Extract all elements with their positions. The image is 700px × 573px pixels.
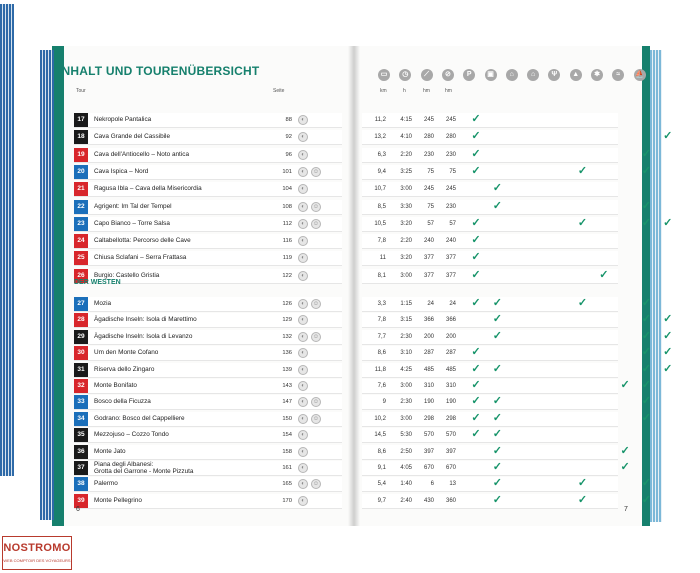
tour-km: 9,1 [377, 465, 386, 471]
tour-descent: 377 [445, 272, 456, 279]
difficulty-icon: ◐ [298, 348, 308, 358]
check-icon: ✓ [641, 395, 651, 408]
tour-descent: 57 [449, 220, 456, 227]
tour-ascent: 287 [423, 350, 434, 357]
check-icon: ✓ [641, 362, 651, 375]
check-icon: ✓ [663, 130, 673, 143]
check-icon: ✓ [641, 147, 651, 160]
difficulty-icon: ◐ [298, 219, 308, 229]
check-icon: ✓ [492, 182, 502, 195]
tour-descent: 24 [449, 301, 456, 307]
difficulty-icon: ◐ [298, 479, 308, 489]
tour-page: 96 [285, 151, 292, 158]
tour-descent: 230 [445, 203, 456, 210]
tour-ascent: 485 [423, 366, 434, 373]
tour-descent: 230 [445, 151, 456, 158]
difficulty-icon: ◐ [298, 253, 308, 263]
accent-bar-right [642, 46, 650, 526]
tour-page: 139 [282, 366, 292, 373]
check-icon: ✓ [471, 130, 481, 143]
tour-hours: 3:00 [400, 383, 412, 389]
check-icon: ✓ [471, 297, 481, 309]
check-icon: ✓ [492, 461, 502, 473]
check-icon: ✓ [471, 346, 481, 359]
tour-km: 11,2 [374, 117, 386, 123]
check-icon: ✓ [620, 379, 630, 391]
book-page-edges-left-inner [40, 50, 54, 520]
boat-icon: ⛵ [634, 69, 646, 81]
tour-km: 13,2 [374, 134, 386, 141]
tour-descent: 670 [445, 465, 456, 471]
tour-hours: 3:25 [400, 168, 412, 175]
tour-number: 36 [74, 445, 88, 459]
tour-km: 7,7 [377, 333, 386, 340]
page-title: INHALT UND TOURENÜBERSICHT [58, 64, 260, 78]
tour-descent: 240 [445, 238, 456, 245]
difficulty-icon: ◐ [298, 414, 308, 424]
difficulty-icon: ◐ [298, 332, 308, 342]
check-icon: ✓ [471, 216, 481, 229]
tour-descent: 570 [445, 432, 456, 439]
tour-name-line: Grotta del Garrone - Monte Pizzuta [94, 468, 194, 475]
tour-page: 88 [285, 117, 292, 123]
book-spine [348, 46, 360, 526]
tour-name: Monte Bonifato [94, 382, 137, 389]
tour-number: 32 [74, 379, 88, 393]
restaurant-icon: ⌂ [506, 69, 518, 81]
tour-name: Capo Bianco – Torre Salsa [94, 219, 170, 227]
check-icon: ✓ [471, 379, 481, 391]
check-icon: ✓ [577, 493, 588, 506]
tour-hours: 1:40 [400, 481, 412, 488]
check-icon: ✓ [641, 216, 651, 229]
check-icon: ✓ [599, 268, 609, 281]
tour-name: Godrano: Bosco del Cappelliere [94, 414, 185, 422]
tour-ascent: 57 [427, 220, 434, 227]
tour-number: 24 [74, 234, 88, 248]
check-icon: ✓ [471, 113, 481, 125]
check-icon: ✓ [641, 493, 651, 506]
tour-hours: 3:00 [400, 272, 412, 279]
family-icon: ☺ [312, 203, 320, 210]
family-icon: ☺ [312, 481, 320, 488]
tour-hours: 2:30 [400, 399, 412, 406]
tour-name: Cava dell'Antiocello – Noto antica [94, 150, 190, 158]
tour-name: Ägadische Inseln: Isola di Levanzo [94, 332, 193, 340]
tour-ascent: 245 [423, 117, 434, 123]
tour-page: 165 [282, 481, 292, 488]
tour-page: 104 [282, 186, 292, 193]
difficulty-icon: ◐ [298, 365, 308, 375]
tour-number: 17 [74, 113, 88, 127]
check-icon: ✓ [641, 477, 651, 490]
tour-ascent: 190 [423, 399, 434, 406]
check-icon: ✓ [641, 199, 651, 212]
check-icon: ✓ [492, 297, 502, 309]
tour-number: 39 [74, 494, 88, 508]
check-icon: ✓ [492, 395, 502, 408]
tour-km: 7,6 [377, 383, 386, 389]
tour-ascent: 280 [423, 134, 434, 141]
tour-hours: 2:30 [400, 333, 412, 340]
tour-ascent: 397 [423, 448, 434, 455]
tour-ascent: 377 [423, 255, 434, 262]
tour-km: 14,5 [374, 432, 386, 439]
header-km: km [380, 88, 387, 94]
tour-hours: 4:10 [400, 134, 412, 141]
tour-km: 9,7 [377, 497, 386, 504]
check-icon: ✓ [492, 477, 502, 490]
tour-name: Ägadische Inseln: Isola di Marettimo [94, 316, 197, 324]
check-icon: ✓ [663, 216, 673, 229]
tour-number: 20 [74, 165, 88, 179]
tour-number: 30 [74, 346, 88, 360]
check-icon: ✓ [641, 164, 651, 177]
check-icon: ✓ [641, 346, 651, 359]
check-icon: ✓ [471, 268, 481, 281]
tour-km: 10,5 [374, 220, 386, 227]
tour-ascent: 670 [423, 465, 434, 471]
tour-name: Mozia [94, 300, 112, 307]
check-icon: ✓ [577, 164, 588, 177]
check-icon: ✓ [663, 362, 673, 375]
check-icon: ✓ [492, 199, 502, 212]
tour-number: 25 [74, 251, 88, 265]
header-seite: Seite [273, 88, 285, 94]
tour-descent: 366 [445, 317, 456, 324]
tour-hours: 3:15 [400, 317, 412, 324]
check-icon: ✓ [492, 411, 502, 424]
check-icon: ✓ [641, 313, 651, 326]
difficulty-icon: ◐ [298, 315, 308, 325]
tour-page: 143 [282, 383, 292, 389]
difficulty-icon: ◐ [298, 397, 308, 407]
tour-hours: 3:00 [400, 186, 412, 193]
header-hm-2: hm [445, 88, 452, 94]
tour-hours: 1:15 [400, 301, 412, 307]
tour-number: 21 [74, 182, 88, 196]
tour-name: Ragusa Ibla – Cava della Misericordia [94, 185, 202, 193]
tour-km: 3,3 [377, 301, 386, 307]
tour-km: 7,8 [377, 238, 386, 245]
tour-number: 31 [74, 363, 88, 377]
tour-name: Palermo [94, 480, 118, 488]
tour-hours: 2:20 [400, 151, 412, 158]
header-hm-1: hm [423, 88, 430, 94]
logo-tagline: WEB COMPTOIR DES VOYAGEURS [3, 558, 71, 563]
tour-name [94, 461, 270, 475]
difficulty-icon: ◐ [298, 132, 308, 142]
check-icon: ✓ [577, 297, 588, 309]
logo-name: NOSTROMO [3, 542, 71, 554]
check-icon: ✓ [471, 251, 481, 264]
tour-name: Burgio: Castello Gristia [94, 271, 160, 279]
check-icon: ✓ [471, 428, 481, 441]
tour-page: 129 [282, 317, 292, 324]
check-icon: ✓ [492, 444, 502, 457]
tour-page: 161 [282, 465, 292, 471]
difficulty-icon: ◐ [298, 381, 308, 391]
tour-number: 27 [74, 297, 88, 311]
tour-km: 9,4 [377, 168, 386, 175]
tour-number: 23 [74, 217, 88, 231]
difficulty-icon: ◐ [298, 202, 308, 212]
tour-page: 108 [282, 203, 292, 210]
tour-descent: 190 [445, 399, 456, 406]
difficulty-icon: ◐ [298, 463, 308, 473]
tram-icon: ▣ [485, 69, 497, 81]
difficulty-icon: ◐ [298, 271, 308, 281]
tour-name: Um den Monte Cofano [94, 349, 159, 357]
difficulty-icon: ◐ [298, 150, 308, 160]
tour-ascent: 430 [423, 497, 434, 504]
family-icon: ☺ [312, 333, 320, 340]
check-icon: ✓ [492, 362, 502, 375]
tour-descent: 245 [445, 186, 456, 193]
tour-km: 7,8 [377, 317, 386, 324]
check-icon: ✓ [492, 428, 502, 441]
check-icon: ✓ [471, 411, 481, 424]
tour-km: 8,1 [377, 272, 386, 279]
parking-icon: P [463, 69, 475, 81]
tour-name: Mezzojuso – Cozzo Tondo [94, 431, 169, 439]
tour-ascent: 75 [427, 203, 434, 210]
check-icon: ✓ [492, 313, 502, 326]
compass-icon: ⟋ [421, 69, 433, 81]
check-icon: ✓ [663, 346, 673, 359]
tour-descent: 485 [445, 366, 456, 373]
tour-page: 158 [282, 448, 292, 455]
tour-ascent: 377 [423, 272, 434, 279]
page-number-right: 7 [624, 506, 628, 513]
check-icon: ✓ [577, 477, 588, 490]
peak-icon: ▲ [570, 69, 582, 81]
check-icon: ✓ [620, 444, 630, 457]
section-heading: DER WESTEN [74, 279, 121, 286]
book-page-edges-left [0, 4, 14, 476]
family-icon: ☺ [312, 168, 320, 175]
tour-ascent: 6 [430, 481, 434, 488]
tour-name: Chiusa Sclafani – Serra Frattasa [94, 254, 187, 262]
tour-page: 150 [282, 415, 292, 422]
tour-hours: 3:30 [400, 203, 412, 210]
tour-ascent: 245 [423, 186, 434, 193]
difficulty-icon: ◐ [298, 115, 308, 125]
tour-number: 22 [74, 200, 88, 214]
tour-descent: 287 [445, 350, 456, 357]
book-page-edges-right [650, 50, 662, 522]
check-icon: ✓ [663, 329, 673, 342]
tour-name: Monte Pellegrino [94, 496, 142, 504]
tour-ascent: 200 [423, 333, 434, 340]
tour-number: 37 [74, 461, 88, 475]
check-icon: ✓ [471, 147, 481, 160]
family-icon: ☺ [312, 399, 320, 406]
tour-ascent: 24 [427, 301, 434, 307]
tour-km: 8,6 [377, 448, 386, 455]
tour-hours: 4:05 [400, 465, 412, 471]
tour-km: 10,2 [374, 415, 386, 422]
tour-ascent: 75 [427, 168, 434, 175]
tour-number: 19 [74, 148, 88, 162]
check-icon: ✓ [471, 362, 481, 375]
header-tour: Tour [76, 88, 86, 94]
check-icon: ✓ [641, 297, 651, 309]
check-icon: ✓ [641, 379, 651, 391]
tour-number: 38 [74, 477, 88, 491]
tour-page: 132 [282, 333, 292, 340]
tour-hours: 4:15 [400, 117, 412, 123]
tour-number: 29 [74, 330, 88, 344]
tour-descent: 13 [449, 481, 456, 488]
check-icon: ✓ [471, 234, 481, 247]
tour-hours: 2:20 [400, 238, 412, 245]
check-icon: ✓ [641, 329, 651, 342]
tour-ascent: 310 [423, 383, 434, 389]
tour-hours: 4:25 [400, 366, 412, 373]
tour-name: Riserva dello Zingaro [94, 365, 155, 373]
check-icon: ✓ [492, 493, 502, 506]
clock-icon: ◷ [399, 69, 411, 81]
tour-km: 11 [379, 255, 386, 262]
difficulty-icon: ◐ [298, 447, 308, 457]
tour-descent: 245 [445, 117, 456, 123]
tour-name: Cava Grande del Cassibile [94, 133, 171, 141]
tour-hours: 2:50 [400, 448, 412, 455]
tour-number: 35 [74, 428, 88, 442]
difficulty-icon: ◐ [298, 496, 308, 506]
tour-ascent: 298 [423, 415, 434, 422]
tour-km: 9 [382, 399, 386, 406]
tour-descent: 298 [445, 415, 456, 422]
tour-descent: 360 [445, 497, 456, 504]
tour-hours: 5:30 [400, 432, 412, 439]
tour-page: 136 [282, 350, 292, 357]
tour-descent: 75 [449, 168, 456, 175]
tour-descent: 310 [445, 383, 456, 389]
tour-page: 170 [282, 497, 292, 504]
tour-name: Nekropole Pantalica [94, 116, 152, 123]
tour-number: 18 [74, 130, 88, 144]
tour-page: 154 [282, 432, 292, 439]
tour-km: 10,7 [374, 186, 386, 193]
tour-descent: 397 [445, 448, 456, 455]
snowflake-icon: ✱ [591, 69, 603, 81]
tour-km: 8,6 [377, 350, 386, 357]
beach-icon: ≈ [612, 69, 624, 81]
tour-hours: 3:00 [400, 415, 412, 422]
no-entry-icon: ⊘ [442, 69, 454, 81]
tour-descent: 377 [445, 255, 456, 262]
tour-name-line: Piana degli Albanesi: [94, 461, 154, 468]
difficulty-icon: ◐ [298, 299, 308, 309]
tour-page: 122 [282, 272, 292, 279]
tour-ascent: 230 [423, 151, 434, 158]
tour-hours: 3:20 [400, 255, 412, 262]
tour-name: Bosco della Ficuzza [94, 398, 151, 406]
check-icon: ✓ [577, 216, 588, 229]
tour-page: 126 [282, 301, 292, 307]
check-icon: ✓ [492, 329, 502, 342]
tour-descent: 200 [445, 333, 456, 340]
tour-km: 5,4 [377, 481, 386, 488]
tour-page: 92 [285, 134, 292, 141]
tour-ascent: 366 [423, 317, 434, 324]
tour-page: 101 [282, 168, 292, 175]
tour-number: 34 [74, 412, 88, 426]
tour-hours: 3:20 [400, 220, 412, 227]
difficulty-icon: ◐ [298, 430, 308, 440]
tour-km: 6,3 [377, 151, 386, 158]
tour-page: 147 [282, 399, 292, 406]
tour-name: Monte Jato [94, 447, 126, 455]
tour-ascent: 240 [423, 238, 434, 245]
check-icon: ✓ [620, 461, 630, 473]
tour-page: 119 [282, 255, 292, 262]
difficulty-icon: ◐ [298, 167, 308, 177]
bus-icon: ▭ [378, 69, 390, 81]
tour-name: Caltabellotta: Percorso delle Cave [94, 237, 191, 245]
tour-descent: 280 [445, 134, 456, 141]
tour-name: Cava Ispica – Nord [94, 167, 149, 175]
header-h: h [403, 88, 406, 94]
difficulty-icon: ◐ [298, 236, 308, 246]
tour-km: 8,5 [377, 203, 386, 210]
tour-hours: 2:40 [400, 497, 412, 504]
tour-number: 28 [74, 313, 88, 327]
difficulty-icon: ◐ [298, 184, 308, 194]
check-icon: ✓ [663, 313, 673, 326]
tour-number: 26 [74, 269, 88, 283]
tour-hours: 3:10 [400, 350, 412, 357]
tour-number: 33 [74, 395, 88, 409]
tour-ascent: 570 [423, 432, 434, 439]
check-icon: ✓ [641, 411, 651, 424]
tour-name: Agrigent: Im Tal der Tempel [94, 202, 172, 210]
check-icon: ✓ [471, 395, 481, 408]
family-icon: ☺ [312, 220, 320, 227]
page-number-left: 6 [76, 506, 80, 513]
family-icon: ☺ [312, 301, 320, 307]
tour-km: 11,8 [374, 366, 386, 373]
hut-icon: ⌂ [527, 69, 539, 81]
check-icon: ✓ [471, 164, 481, 177]
nostromo-logo [2, 536, 72, 570]
tour-page: 112 [282, 220, 292, 227]
tour-page: 116 [282, 238, 292, 245]
cutlery-icon: Ψ [548, 69, 560, 81]
family-icon: ☺ [312, 415, 320, 422]
